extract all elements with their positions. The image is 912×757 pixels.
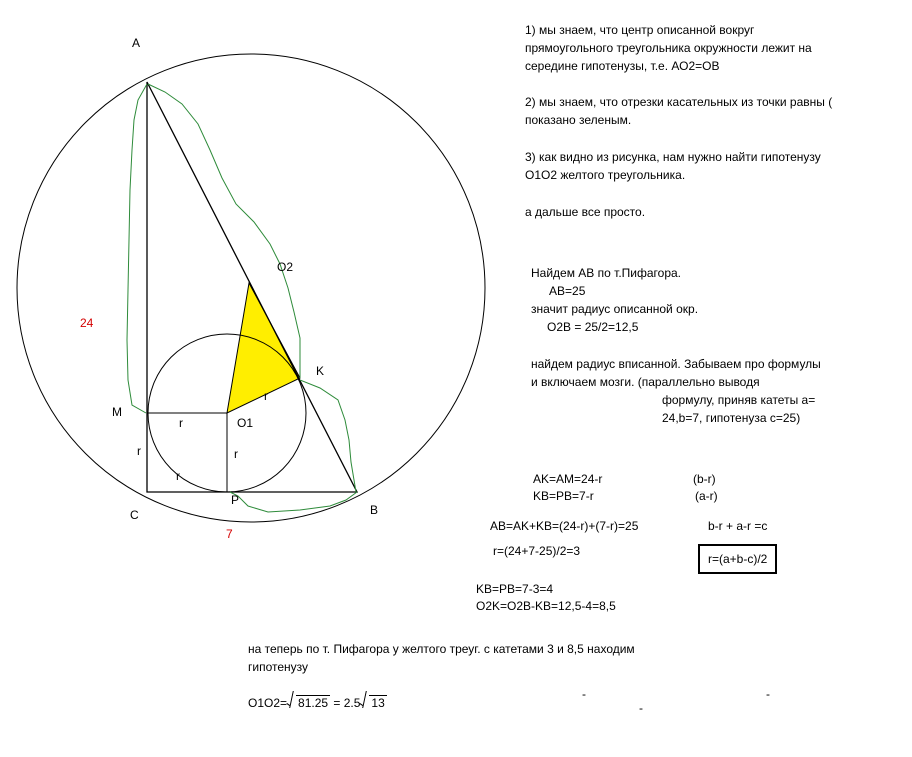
eq-o2k-value: O2K=O2B-KB=12,5-4=8,5 — [476, 599, 616, 613]
eq-ak: AK=AM=24-r — [533, 472, 603, 486]
eq-kb-value: KB=PB=7-3=4 — [476, 582, 554, 596]
eq-b-minus-r: (b-r) — [693, 472, 716, 486]
step-3: 3) как видно из рисунка, нам нужно найти гипотенузу О1О2 желтого треугольника. — [525, 150, 821, 182]
eq-ab-sum: AB=AK+KB=(24-r)+(7-r)=25 — [490, 519, 639, 533]
radius-label-om: r — [179, 416, 183, 430]
formula-box: r=(a+b-c)/2 — [698, 544, 777, 574]
tangent-mark-b-side — [230, 492, 357, 512]
radius-label-mc: r — [137, 444, 141, 458]
eq-a-minus-r: (a-r) — [695, 489, 718, 503]
point-label-o1: O1 — [237, 416, 254, 430]
radius-label-op: r — [234, 447, 238, 461]
tangent-mark-a-side — [127, 84, 147, 413]
eq-r-calc: r=(24+7-25)/2=3 — [493, 544, 581, 558]
point-label-o2: O2 — [277, 260, 294, 274]
triangle-abc — [147, 82, 357, 492]
pythagoras-block: Найдем АВ по т.Пифагора. AB=25 значит радиус описанной окр. O2B = 25/2=12,5 — [531, 266, 699, 334]
step-1: 1) мы знаем, что центр описанной вокруг прямоугольного треугольника окружности лежит на середине гипотенузы, т.е. АО2=ОВ — [525, 23, 812, 73]
inscribed-radius-block: найдем радиус вписанной. Забываем про формулы и включаем мозги. (параллельно выводя формулу, приняв катеты а= 24,b=7, гипотенуза с=25) — [531, 357, 821, 425]
point-label-m: M — [112, 405, 122, 419]
side-label-ac: 24 — [80, 316, 94, 330]
side-label-cb: 7 — [226, 527, 233, 541]
point-label-p: P — [231, 493, 240, 507]
stray-mark: - — [639, 701, 643, 715]
point-label-b: B — [370, 503, 379, 517]
eq-kb: KB=PB=7-r — [533, 489, 594, 503]
final-result: O1O2= 81.25 = 2.5 13 — [248, 696, 385, 710]
eq-b-r-a-r: b-r + a-r =c — [708, 519, 768, 533]
point-label-k: K — [316, 364, 325, 378]
stray-mark: - — [766, 687, 770, 701]
sqrt-81-25: 81.25 — [287, 694, 330, 712]
point-label-c: C — [130, 508, 139, 522]
radius-label-ok: r — [264, 389, 268, 403]
sqrt-13: 13 — [360, 694, 386, 712]
radius-label-cp: r — [176, 469, 180, 483]
step-2: 2) мы знаем, что отрезки касательных из точки равны ( показано зеленым. — [525, 95, 833, 127]
stray-mark: - — [582, 687, 586, 701]
final-step: на теперь по т. Пифагора у желтого треуг. с катетами 3 и 8,5 находим гипотенузу — [248, 642, 635, 674]
step-4: а дальше все просто. — [525, 205, 646, 219]
point-label-a: A — [132, 36, 141, 50]
